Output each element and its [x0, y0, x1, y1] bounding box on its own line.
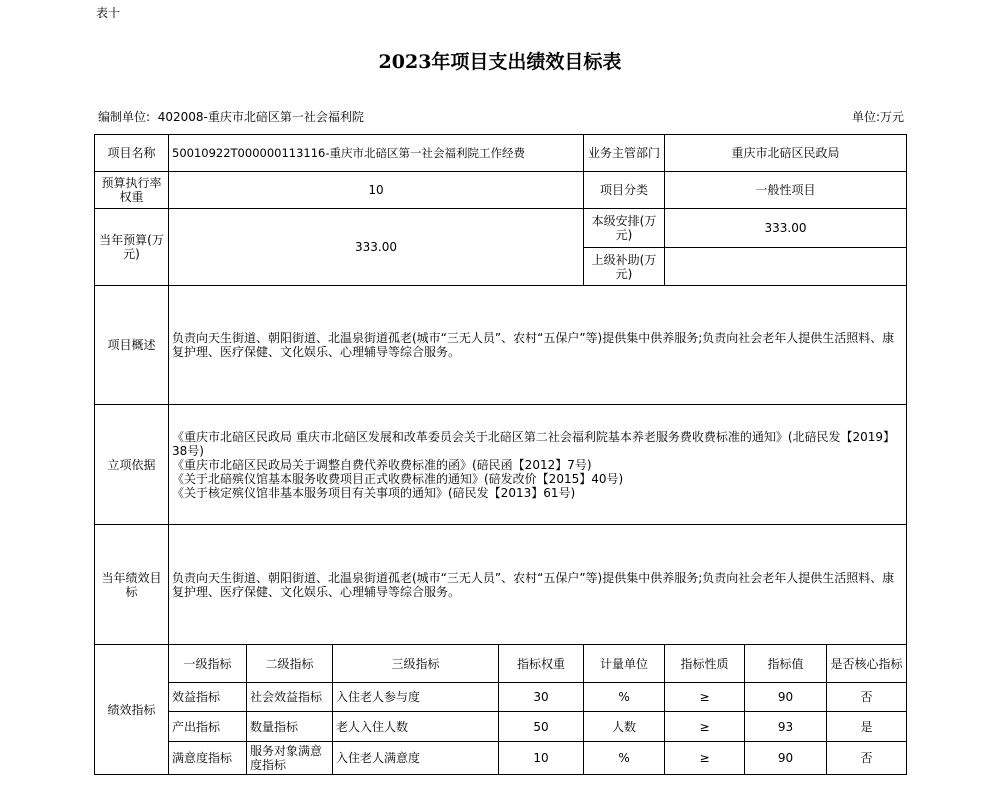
indicator-level1: 效益指标 [169, 683, 247, 712]
indicator-header-cell: 指标权重 [499, 645, 584, 683]
table-number-label: 表十 [96, 6, 121, 20]
page-title: 2023年项目支出绩效目标表 [378, 51, 622, 73]
basis-line: 《关于核定殡仪馆非基本服务项目有关事项的通知》(碚民发【2013】61号) [172, 485, 576, 500]
indicators-section-label: 绩效指标 [95, 645, 169, 775]
indicator-value: 90 [745, 683, 827, 712]
performance-target-table [94, 134, 907, 775]
row-overview [95, 286, 907, 405]
indicator-header-cell: 二级指标 [247, 645, 333, 683]
budget-value: 333.00 [169, 209, 584, 286]
goal-label: 当年绩效目标 [95, 525, 169, 645]
overview-label: 项目概述 [95, 286, 169, 405]
budget-label: 当年预算(万元) [95, 209, 169, 286]
indicator-nature: ≥ [665, 712, 745, 742]
indicator-header-cell: 是否核心指标 [827, 645, 907, 683]
indicator-core: 否 [827, 683, 907, 712]
indicator-nature: ≥ [665, 742, 745, 775]
row-weight [95, 172, 907, 209]
row-goal [95, 525, 907, 645]
indicator-level3: 入住老人参与度 [333, 683, 499, 712]
basis-text [169, 405, 907, 525]
indicator-level2: 数量指标 [247, 712, 333, 742]
table-row [95, 712, 907, 742]
project-name-value: 50010922T000000113116-重庆市北碚区第一社会福利院工作经费 [169, 135, 584, 172]
basis-line: 《关于北碚殡仪馆基本服务收费项目正式收费标准的通知》(碚发改价【2015】40号) [172, 471, 624, 486]
indicator-core: 否 [827, 742, 907, 775]
indicator-weight: 10 [499, 742, 584, 775]
indicator-nature: ≥ [665, 683, 745, 712]
row-basis [95, 405, 907, 525]
category-label: 项目分类 [584, 172, 665, 209]
indicator-level2: 服务对象满意度指标 [247, 742, 333, 775]
indicator-level2: 社会效益指标 [247, 683, 333, 712]
overview-text: 负责向天生街道、朝阳街道、北温泉街道孤老(城市“三无人员”、农村“五保户”等)提供集中供养服务;负责向社会老年人提供生活照料、康复护理、医疗保健、文化娱乐、心理辅导等综合服务。 [169, 286, 907, 405]
local-label: 本级安排(万元) [584, 209, 665, 248]
table-row [95, 683, 907, 712]
indicator-header-cell: 指标性质 [665, 645, 745, 683]
table-row [95, 742, 907, 775]
organization-value: 402008-重庆市北碚区第一社会福利院 [157, 110, 364, 124]
row-project-name [95, 135, 907, 172]
indicator-core: 是 [827, 712, 907, 742]
basis-line: 《重庆市北碚区民政局 重庆市北碚区发展和改革委员会关于北碚区第二社会福利院基本养老服务费收费标准的通知》(北碚民发【2019】38号) [172, 429, 896, 458]
organization-line [98, 108, 364, 125]
indicator-weight: 50 [499, 712, 584, 742]
weight-label: 预算执行率权重 [95, 172, 169, 209]
indicator-weight: 30 [499, 683, 584, 712]
goal-text: 负责向天生街道、朝阳街道、北温泉街道孤老(城市“三无人员”、农村“五保户”等)提供集中供养服务;负责向社会老年人提供生活照料、康复护理、医疗保健、文化娱乐、心理辅导等综合服务。 [169, 525, 907, 645]
indicator-level3: 老人入住人数 [333, 712, 499, 742]
weight-value: 10 [169, 172, 584, 209]
indicator-unit: % [584, 683, 665, 712]
indicator-level1: 产出指标 [169, 712, 247, 742]
indicator-header-cell: 计量单位 [584, 645, 665, 683]
row-budget-local [95, 209, 907, 248]
category-value: 一般性项目 [665, 172, 907, 209]
indicator-value: 93 [745, 712, 827, 742]
project-name-label: 项目名称 [95, 135, 169, 172]
indicator-level1: 满意度指标 [169, 742, 247, 775]
indicator-header-row [95, 645, 907, 683]
indicator-unit: % [584, 742, 665, 775]
indicator-unit: 人数 [584, 712, 665, 742]
upper-value [665, 248, 907, 286]
indicator-value: 90 [745, 742, 827, 775]
dept-value: 重庆市北碚区民政局 [665, 135, 907, 172]
dept-label: 业务主管部门 [584, 135, 665, 172]
indicator-header-cell: 一级指标 [169, 645, 247, 683]
upper-label: 上级补助(万元) [584, 248, 665, 286]
local-value: 333.00 [665, 209, 907, 248]
basis-label: 立项依据 [95, 405, 169, 525]
unit-label: 单位:万元 [851, 110, 904, 124]
indicator-header-cell: 三级指标 [333, 645, 499, 683]
basis-line: 《重庆市北碚区民政局关于调整自费代养收费标准的函》(碚民函【2012】7号) [172, 457, 592, 472]
indicator-level3: 入住老人满意度 [333, 742, 499, 775]
indicator-header-cell: 指标值 [745, 645, 827, 683]
organization-label: 编制单位: [98, 110, 151, 124]
